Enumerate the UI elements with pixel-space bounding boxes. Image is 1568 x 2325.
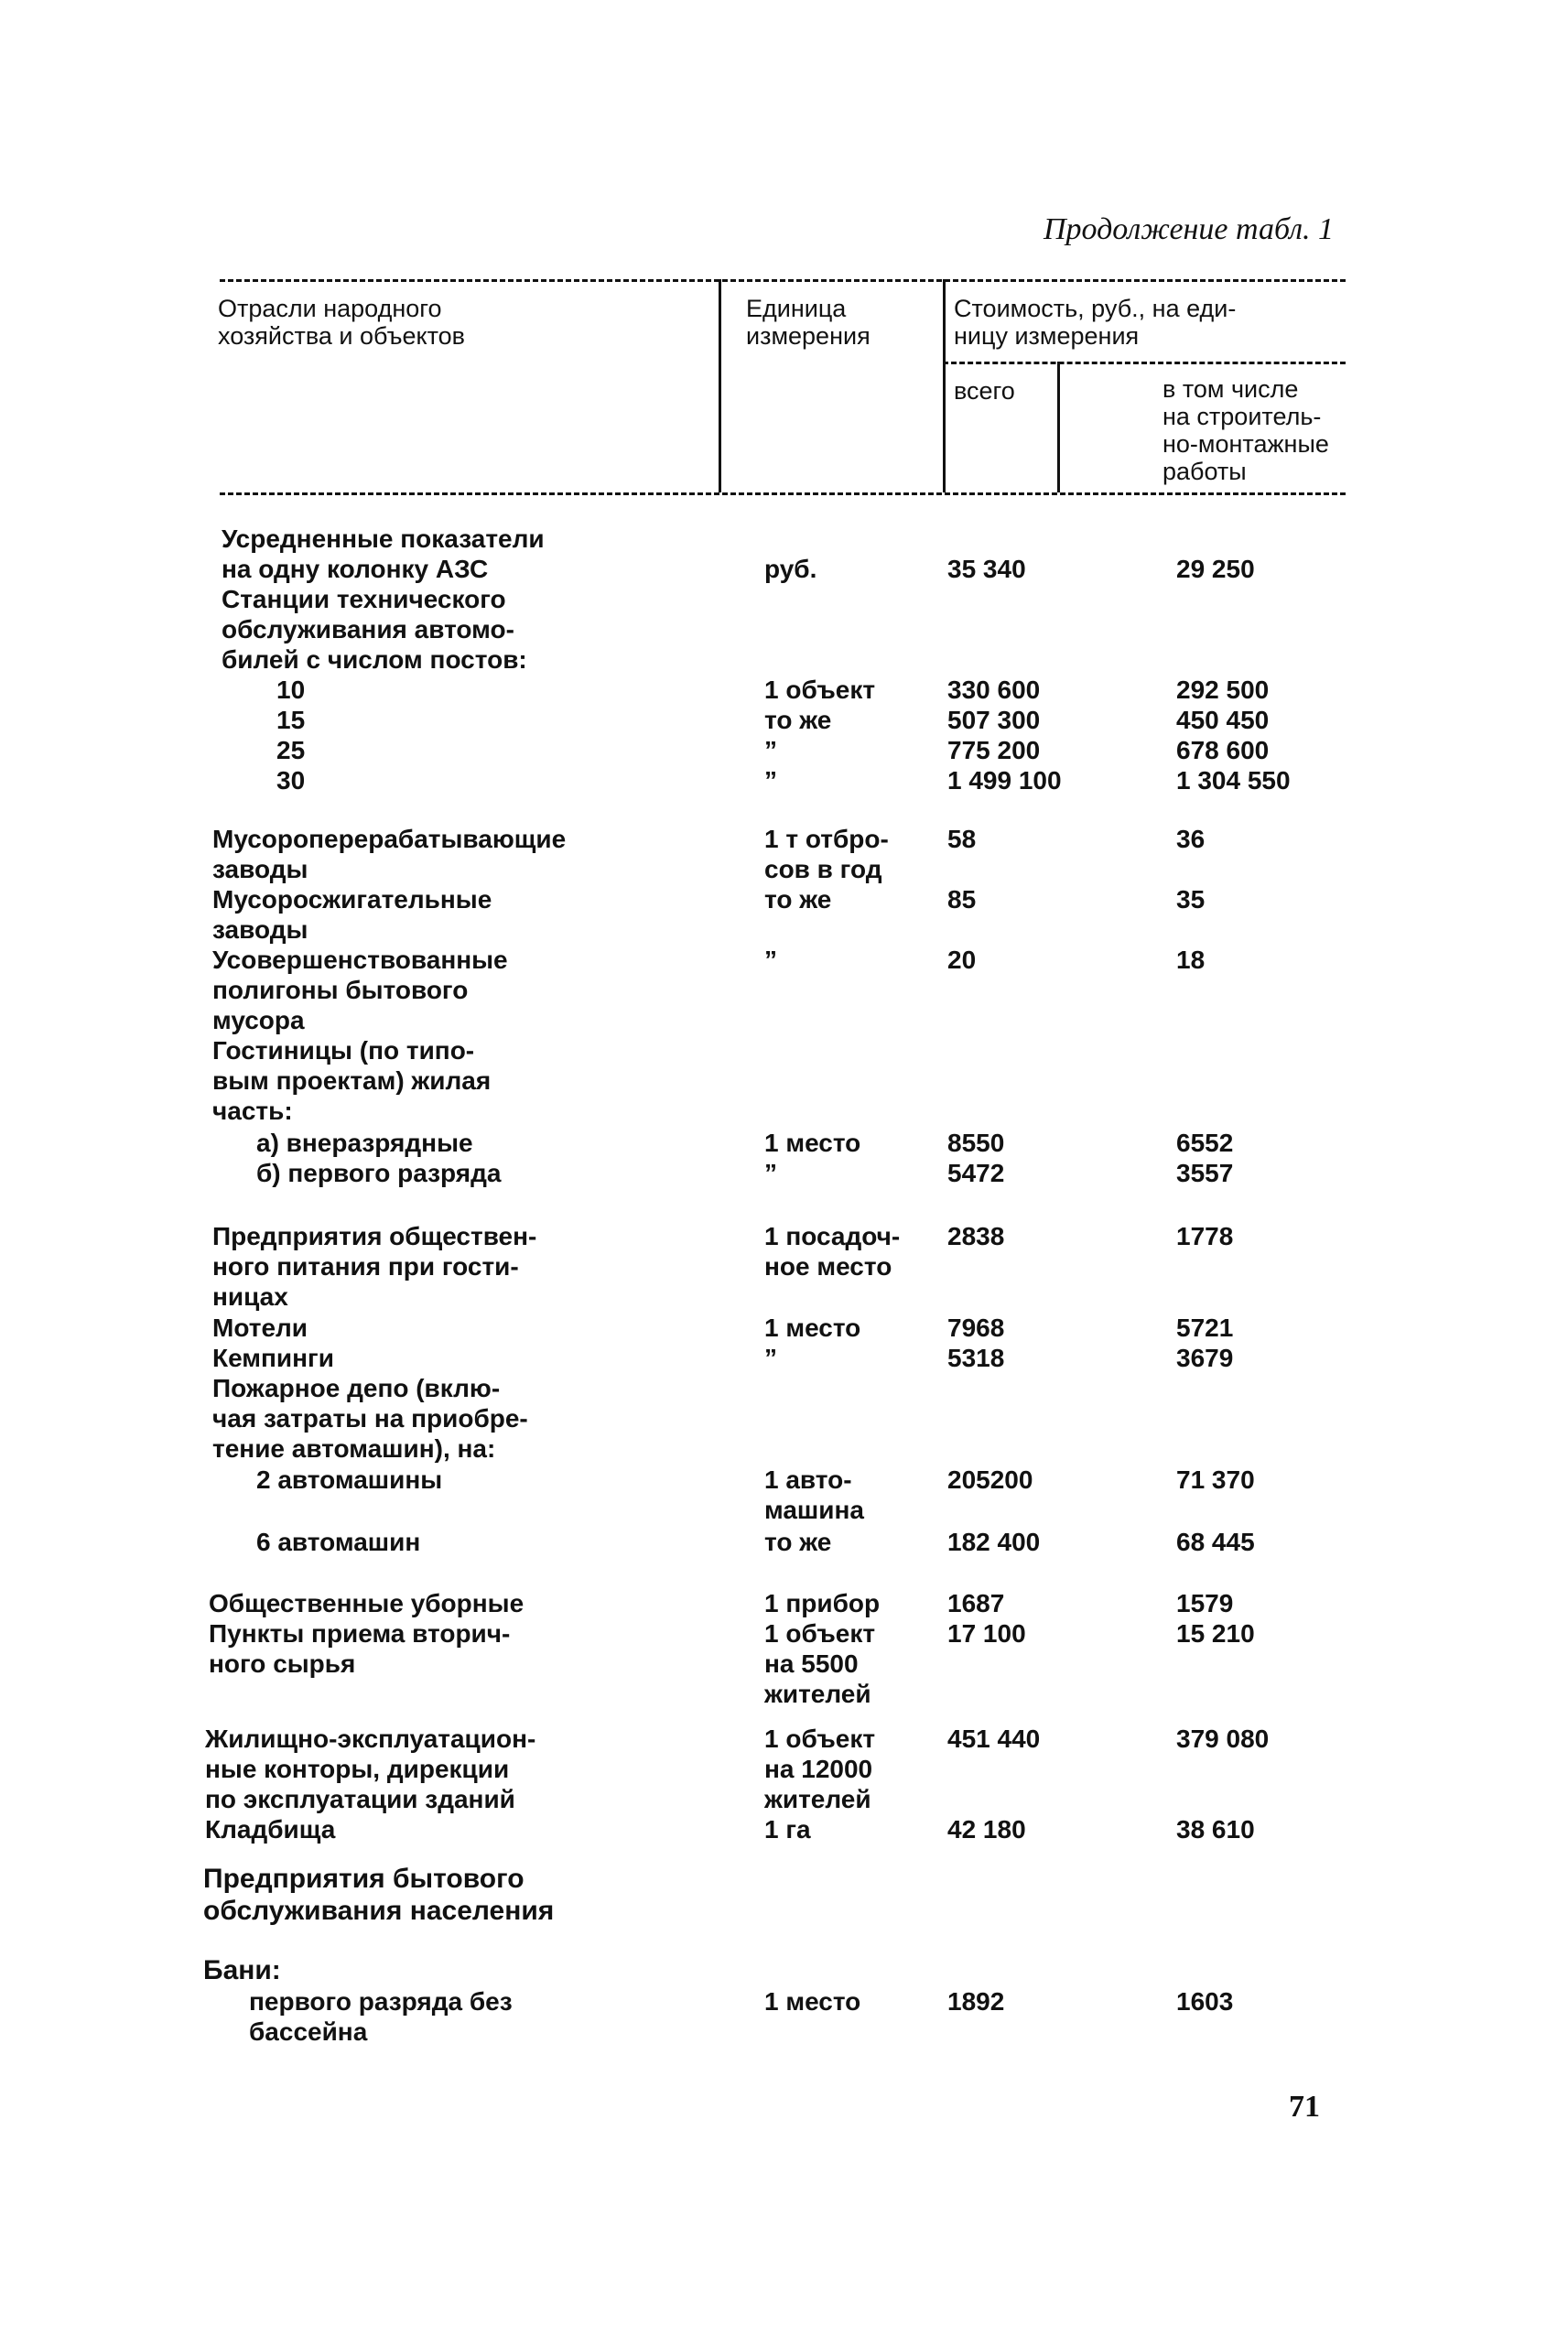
- row-name: а) внеразрядные: [256, 1129, 473, 1157]
- row-construction: 678 600: [1176, 736, 1270, 764]
- row-total: 20: [947, 946, 977, 974]
- row-total: 7968: [947, 1314, 1005, 1342]
- row-name: б) первого разряда: [256, 1159, 502, 1187]
- row-total: 451 440: [947, 1725, 1041, 1753]
- header-sector: Отрасли народного хозяйства и объектов: [218, 295, 466, 350]
- row-unit: 1 авто- машина: [764, 1465, 864, 1524]
- row-total: 58: [947, 825, 977, 853]
- row-name: 15: [276, 706, 306, 734]
- row-unit: ”: [764, 1159, 777, 1187]
- row-construction: 71 370: [1176, 1465, 1255, 1494]
- row-total: 35 340: [947, 555, 1026, 583]
- row-construction: 1579: [1176, 1589, 1234, 1617]
- row-total: 5472: [947, 1159, 1005, 1187]
- header-divider-1: [719, 279, 721, 492]
- header-top-rule: [220, 279, 1346, 282]
- row-unit: 1 место: [764, 1987, 861, 2016]
- row-construction: 38 610: [1176, 1815, 1255, 1844]
- header-unit: Единица измерения: [746, 295, 871, 350]
- row-name: Мусороперерабатывающие заводы: [212, 825, 567, 883]
- header-bottom-rule: [220, 492, 1346, 495]
- row-total: 5318: [947, 1344, 1005, 1372]
- row-construction: 6552: [1176, 1129, 1234, 1157]
- row-total: 182 400: [947, 1528, 1041, 1556]
- row-construction: 1778: [1176, 1222, 1234, 1250]
- row-total: 1892: [947, 1987, 1005, 2016]
- row-unit: 1 посадоч- ное место: [764, 1222, 901, 1281]
- row-total: 42 180: [947, 1815, 1026, 1844]
- row-name: первого разряда без бассейна: [249, 1987, 513, 2046]
- row-name: Усредненные показатели на одну колонку АЗС: [222, 524, 545, 583]
- header-divider-3: [1057, 362, 1060, 492]
- row-name: Станции технического обслуживания автомо- билей с числом постов:: [222, 585, 527, 674]
- row-construction: 68 445: [1176, 1528, 1255, 1556]
- row-construction: 3679: [1176, 1344, 1234, 1372]
- row-total: 205200: [947, 1465, 1033, 1494]
- row-total: 507 300: [947, 706, 1041, 734]
- row-total: 2838: [947, 1222, 1005, 1250]
- row-construction: 292 500: [1176, 676, 1270, 704]
- row-name: Кемпинги: [212, 1344, 334, 1372]
- row-name: 25: [276, 736, 306, 764]
- row-construction: 29 250: [1176, 555, 1255, 583]
- row-total: 330 600: [947, 676, 1041, 704]
- row-name: Общественные уборные: [209, 1589, 524, 1617]
- row-unit: 1 объект на 5500 жителей: [764, 1619, 876, 1708]
- row-total: 8550: [947, 1129, 1005, 1157]
- row-total: 775 200: [947, 736, 1041, 764]
- row-unit: 1 прибор: [764, 1589, 881, 1617]
- row-construction: 36: [1176, 825, 1206, 853]
- row-name: Усовершенствованные полигоны бытового мусора: [212, 946, 508, 1034]
- row-unit: ”: [764, 1344, 777, 1372]
- page-number: 71: [1289, 2090, 1320, 2124]
- row-unit: 1 объект: [764, 676, 876, 704]
- row-name: Пункты приема вторич- ного сырья: [209, 1619, 511, 1678]
- row-construction: 1603: [1176, 1987, 1234, 2016]
- row-construction: 15 210: [1176, 1619, 1255, 1648]
- row-construction: 1 304 550: [1176, 766, 1291, 795]
- row-construction: 3557: [1176, 1159, 1234, 1187]
- row-unit: то же: [764, 1528, 832, 1556]
- row-name: Мусоросжигательные заводы: [212, 885, 492, 944]
- table-caption: Продолжение табл. 1: [1044, 212, 1335, 246]
- baths-title: Бани:: [203, 1955, 281, 1985]
- section-title: Предприятия бытового обслуживания населения: [203, 1864, 555, 1926]
- header-mid-rule: [943, 362, 1346, 364]
- header-construction: в том числе на строитель- но-монтажные работы: [1162, 375, 1329, 485]
- row-unit: ”: [764, 766, 777, 795]
- row-construction: 450 450: [1176, 706, 1270, 734]
- row-name: 6 автомашин: [256, 1528, 421, 1556]
- row-name: Пожарное депо (вклю- чая затраты на приобре- тение автомашин), на:: [212, 1374, 528, 1463]
- row-total: 1 499 100: [947, 766, 1062, 795]
- row-name: Мотели: [212, 1314, 308, 1342]
- row-unit: 1 объект на 12000 жителей: [764, 1725, 876, 1813]
- row-name: 2 автомашины: [256, 1465, 443, 1494]
- row-name: 10: [276, 676, 306, 704]
- row-unit: то же: [764, 885, 832, 914]
- row-name: Жилищно-эксплуатацион- ные конторы, дирекции по эксплуатации зданий: [205, 1725, 536, 1813]
- row-name: 30: [276, 766, 306, 795]
- header-cost: Стоимость, руб., на еди- ницу измерения: [954, 295, 1237, 350]
- row-construction: 379 080: [1176, 1725, 1270, 1753]
- header-divider-2: [943, 279, 946, 492]
- row-unit: руб.: [764, 555, 817, 583]
- row-unit: то же: [764, 706, 832, 734]
- row-unit: ”: [764, 946, 777, 974]
- row-total: 17 100: [947, 1619, 1026, 1648]
- row-total: 85: [947, 885, 977, 914]
- row-unit: 1 га: [764, 1815, 811, 1844]
- row-construction: 18: [1176, 946, 1206, 974]
- row-unit: ”: [764, 736, 777, 764]
- row-name: Предприятия обществен- ного питания при гости- ницах: [212, 1222, 537, 1311]
- row-total: 1687: [947, 1589, 1005, 1617]
- header-total: всего: [954, 377, 1015, 405]
- row-construction: 35: [1176, 885, 1206, 914]
- row-name: Гостиницы (по типо- вым проектам) жилая часть:: [212, 1036, 492, 1125]
- row-name: Кладбища: [205, 1815, 336, 1844]
- row-construction: 5721: [1176, 1314, 1234, 1342]
- row-unit: 1 место: [764, 1129, 861, 1157]
- row-unit: 1 т отбро- сов в год: [764, 825, 889, 883]
- row-unit: 1 место: [764, 1314, 861, 1342]
